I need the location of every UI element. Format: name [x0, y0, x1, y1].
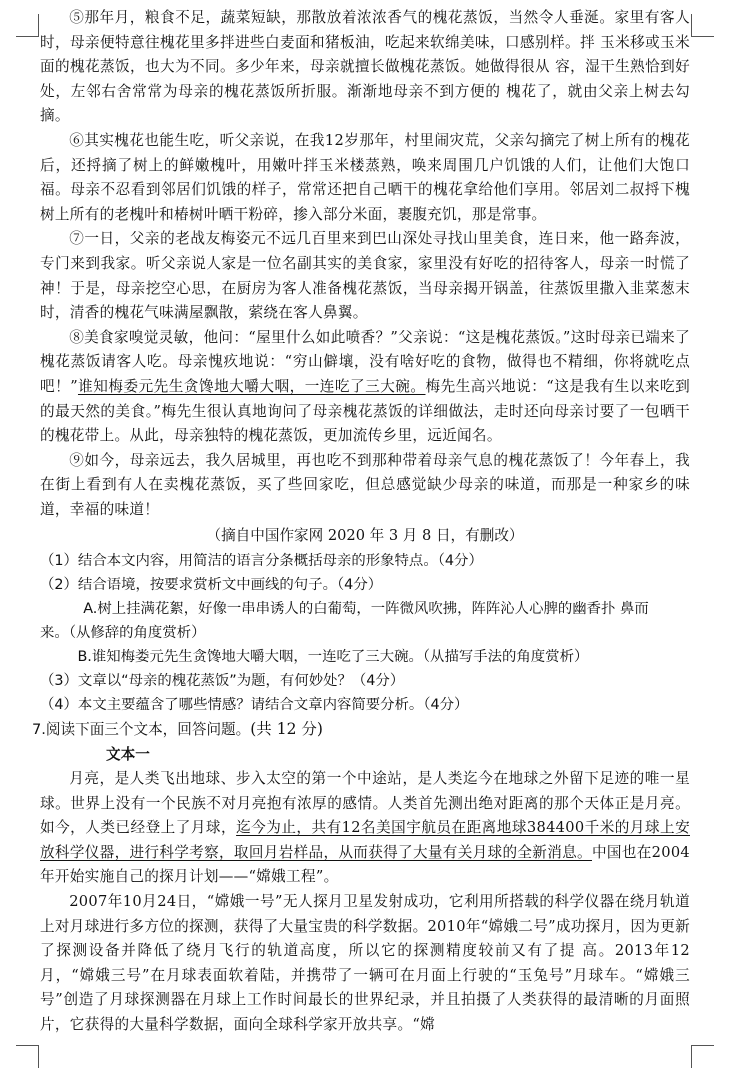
- text-one-underlined-sentence: 迄今为止，共有12名美国宇航员在距离地球384400千米的月球上安放科学仪器，进行科学考察，取回月岩样品，从而获得了大量有关月球的全新消息。: [40, 819, 690, 861]
- paragraph-8-text-before: ⑧美食家嗅觉灵敏，他问：“屋里什么如此喷香？”父亲说：“这是槐花蒸饭。”这时母亲已端来了槐花蒸饭请客人吃。母亲愧疚地说：“穷山僻壤，没有啥好吃的食物，做得也不精细，你将就吃点吧！”: [40, 328, 690, 395]
- corner-mark-top-left: [16, 14, 39, 37]
- section-7-score: (共 12 分): [250, 720, 323, 739]
- section-7-heading-text: 7.阅读下面三个文本，回答问题。: [32, 721, 251, 739]
- question-4: （4）本文主要蕴含了哪些情感？请结合文章内容简要分析。（4分）: [40, 697, 469, 714]
- section-7-heading: [32, 717, 690, 742]
- exam-page: [32, 6, 690, 1038]
- text-one-label: 文本一: [106, 746, 150, 764]
- corner-mark-top-right: [691, 14, 714, 37]
- paragraph-7: ⑦一日，父亲的老战友梅姿元不远几百里来到巴山深处寻找山里美食，连日来，他一路奔波，专门来到我家。听父亲说人家是一位名副其实的美食家，家里没有好吃的招待客人，母亲一时慌了神！于是，母亲挖空心思，在厨房为客人准备槐花蒸饭，当母亲揭开锅盖，往蒸饭里撒入韭菜葱末时，清香的槐花气味满屋飘散，萦绕在客人鼻翼。: [40, 230, 690, 322]
- question-2a-line-1: A.树上挂满花絮，好像一串串诱人的白葡萄，一阵微风吹拂，阵阵沁人心脾的幽香扑 鼻而: [83, 601, 649, 618]
- question-2a-line-2: 来。（从修辞的角度赏析）: [40, 625, 206, 642]
- corner-mark-bottom-left: [16, 1045, 39, 1068]
- question-2: （2）结合语境，按要求赏析文中画线的句子。（4分）: [40, 577, 383, 594]
- question-3: （3）文章以“母亲的槐花蒸饭”为题，有何妙处？（4分）: [40, 673, 405, 690]
- text-one-paragraph-1: [40, 767, 690, 890]
- paragraph-9: ⑨如今，母亲远去，我久居城里，再也吃不到那种带着母亲气息的槐花蒸饭了！今年春上，我在街上看到有人在卖槐花蒸饭，买了些回家吃，但总感觉缺少母亲的味道，而那是一种家乡的味道，幸福的味道！: [40, 451, 690, 518]
- source-citation: （摘自中国作家网 2020 年 3 月 8 日，有删改）: [206, 527, 524, 545]
- underlined-sentence-b: 谁知梅委元先生贪馋地大嚼大咽，一连吃了三大碗。: [77, 377, 426, 395]
- text-one-before: 月亮，是人类飞出地球、步入太空的第一个中途站，是人类迄今在地球之外留下足迹的唯一星球。世界上没有一个民族不对月亮抱有浓厚的感情。人类首先测出绝对距离的那个天体正是月亮。如今，人类已经登上了月球，: [40, 770, 690, 837]
- question-2b: B.谁知梅娄元先生贪馋地大嚼大咽，一连吃了三大碗。（从描写手法的角度赏析）: [77, 649, 589, 666]
- paragraph-5: ⑤那年月，粮食不足，蔬菜短缺，那散放着浓浓香气的槐花蒸饭，当然令人垂涎。家里有客人时，母亲便特意往槐花里多拌进些白麦面和猪板油，吃起来软绵美味，口感别样。拌 玉米移或玉米面的槐花蒸饭，也大为不同。多少年来，母亲就擅长做槐花蒸饭。她做得很从 容，湿干生熟恰到好处，左邻右舍常常为母亲的槐花蒸饭所折服。渐渐地母亲不到方便的 槐花了，就由父亲上树去勾摘。: [40, 9, 690, 125]
- paragraph-8: [40, 326, 690, 449]
- corner-mark-bottom-right: [691, 1045, 714, 1068]
- text-one-paragraph-2: 2007年10月24日，“嫦娥一号”无人探月卫星发射成功，它利用所搭载的科学仪器在绕月轨道上对月球进行多方位的探测，获得了大量宝贵的科学数据。2010年“嫦娥二号”成功探月，因为更新了探测设备并降低了绕月飞行的轨道高度，所以它的探测精度较前又有了提 高。2013年12月，“嫦娥三号”在月球表面软着陆，并携带了一辆可在月面上行驶的“玉兔号”月球车。“嫦娥三号”创造了月球探测器在月球上工作时间最长的世界纪录，并且拍摄了人类获得的最清晰的月面照片，它获得的大量科学数据，面向全球科学家开放共享。“嫦: [40, 893, 690, 1033]
- paragraph-8-text-after: 梅先生高兴地说：“这是我有生以来吃到的最天然的美食。”梅先生很认真地询问了母亲槐花蒸饭的详细做法，走时还向母亲讨要了一包晒干的槐花带上。从此，母亲独特的槐花蒸饭，更加流传乡里，远近闻名。: [40, 377, 690, 445]
- text-one-after: 中国也在2004年开始实施自己的探月计划——“嫦娥工程”。: [40, 843, 690, 886]
- question-1: （1）结合本文内容，用简洁的语言分条概括母亲的形象特点。（4分）: [40, 553, 483, 570]
- paragraph-6: ⑥其实槐花也能生吃，听父亲说，在我12岁那年，村里闹灾荒，父亲勾摘完了树上所有的槐花后，还捋摘了树上的鲜嫩槐叶，用嫩叶拌玉米楼蒸熟，唤来周围几户饥饿的人们，让他们大饱口福。母亲不忍看到邻居们饥饿的样子，常常还把自己晒干的槐花拿给他们享用。邻居刘二叔捋下槐树上所有的老槐叶和椿树叶晒干粉碎，掺入部分米面，裹腹充饥，那是常事。: [40, 131, 690, 223]
